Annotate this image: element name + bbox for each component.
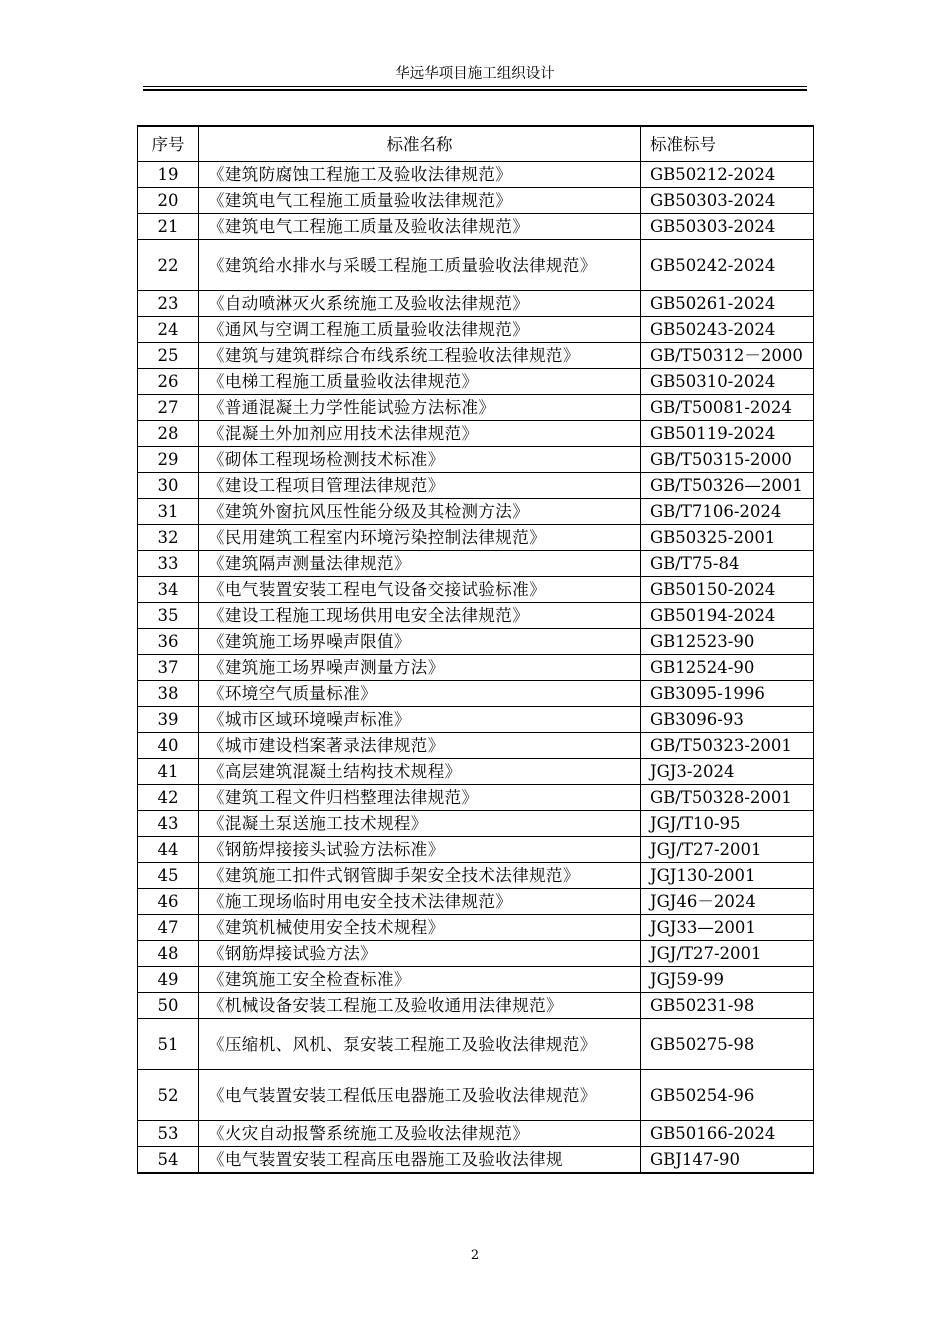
table-row xyxy=(138,499,814,525)
table-row xyxy=(138,733,814,759)
standard-name: 《建筑防腐蚀工程施工及验收法律规范》 xyxy=(199,162,641,188)
row-number: 49 xyxy=(138,967,199,993)
table-row xyxy=(138,343,814,369)
row-number: 54 xyxy=(138,1147,199,1174)
row-number: 40 xyxy=(138,733,199,759)
standard-code: GB/T50315-2000 xyxy=(641,447,814,473)
standard-name: 《电气装置安装工程低压电器施工及验收法律规范》 xyxy=(199,1070,641,1121)
table-row xyxy=(138,577,814,603)
standard-name: 《民用建筑工程室内环境污染控制法律规范》 xyxy=(199,525,641,551)
standard-code: GBJ147-90 xyxy=(641,1147,814,1174)
standard-name: 《普通混凝土力学性能试验方法标准》 xyxy=(199,395,641,421)
standard-code: GB50325-2001 xyxy=(641,525,814,551)
row-number: 26 xyxy=(138,369,199,395)
table-row xyxy=(138,993,814,1019)
table-row xyxy=(138,915,814,941)
table-row xyxy=(138,811,814,837)
column-header-code: 标准标号 xyxy=(641,126,814,162)
standard-code: GB50242-2024 xyxy=(641,240,814,291)
row-number: 44 xyxy=(138,837,199,863)
row-number: 38 xyxy=(138,681,199,707)
table-row xyxy=(138,369,814,395)
standard-name: 《电气装置安装工程电气设备交接试验标准》 xyxy=(199,577,641,603)
standard-code: JGJ33—2001 xyxy=(641,915,814,941)
table-row xyxy=(138,447,814,473)
standard-code: GB50119-2024 xyxy=(641,421,814,447)
table-row xyxy=(138,967,814,993)
row-number: 39 xyxy=(138,707,199,733)
standard-code: JGJ/T10-95 xyxy=(641,811,814,837)
standard-name: 《钢筋焊接试验方法》 xyxy=(199,941,641,967)
standard-name: 《建筑工程文件归档整理法律规范》 xyxy=(199,785,641,811)
standard-name: 《城市区域环境噪声标准》 xyxy=(199,707,641,733)
standard-name: 《建筑外窗抗风压性能分级及其检测方法》 xyxy=(199,499,641,525)
standard-name: 《钢筋焊接接头试验方法标准》 xyxy=(199,837,641,863)
row-number: 47 xyxy=(138,915,199,941)
standard-name: 《电气装置安装工程高压电器施工及验收法律规 xyxy=(199,1147,641,1174)
table-row xyxy=(138,681,814,707)
standard-code: GB50243-2024 xyxy=(641,317,814,343)
standard-code: GB50150-2024 xyxy=(641,577,814,603)
standard-name: 《电梯工程施工质量验收法律规范》 xyxy=(199,369,641,395)
row-number: 45 xyxy=(138,863,199,889)
row-number: 20 xyxy=(138,188,199,214)
column-header-number: 序号 xyxy=(138,126,199,162)
row-number: 35 xyxy=(138,603,199,629)
table-row xyxy=(138,837,814,863)
table-row xyxy=(138,707,814,733)
standard-code: GB50166-2024 xyxy=(641,1121,814,1147)
row-number: 29 xyxy=(138,447,199,473)
standard-code: GB/T50323-2001 xyxy=(641,733,814,759)
table-row xyxy=(138,1019,814,1070)
table-header-row xyxy=(138,126,814,162)
standard-name: 《自动喷淋灭火系统施工及验收法律规范》 xyxy=(199,291,641,317)
standard-name: 《建筑施工安全检查标准》 xyxy=(199,967,641,993)
table-row xyxy=(138,785,814,811)
standard-name: 《建筑施工场界噪声限值》 xyxy=(199,629,641,655)
standard-name: 《建筑给水排水与采暖工程施工质量验收法律规范》 xyxy=(199,240,641,291)
standard-name: 《通风与空调工程施工质量验收法律规范》 xyxy=(199,317,641,343)
header-divider-thick xyxy=(143,89,807,91)
table-row xyxy=(138,1121,814,1147)
standard-code: GB50303-2024 xyxy=(641,214,814,240)
row-number: 32 xyxy=(138,525,199,551)
row-number: 23 xyxy=(138,291,199,317)
table-row xyxy=(138,889,814,915)
standard-name: 《建设工程项目管理法律规范》 xyxy=(199,473,641,499)
table-row xyxy=(138,1147,814,1174)
standard-code: GB/T50081-2024 xyxy=(641,395,814,421)
standard-name: 《机械设备安装工程施工及验收通用法律规范》 xyxy=(199,993,641,1019)
standard-code: GB/T50328-2001 xyxy=(641,785,814,811)
table-row xyxy=(138,291,814,317)
standard-name: 《建筑机械使用安全技术规程》 xyxy=(199,915,641,941)
row-number: 41 xyxy=(138,759,199,785)
row-number: 25 xyxy=(138,343,199,369)
table-row xyxy=(138,421,814,447)
standard-code: JGJ3-2024 xyxy=(641,759,814,785)
row-number: 30 xyxy=(138,473,199,499)
document-title: 华远华项目施工组织设计 xyxy=(395,66,555,82)
standard-code: GB50194-2024 xyxy=(641,603,814,629)
standard-code: GB/T50312－2000 xyxy=(641,343,814,369)
table-row xyxy=(138,655,814,681)
table-row xyxy=(138,759,814,785)
standard-name: 《建筑施工场界噪声测量方法》 xyxy=(199,655,641,681)
row-number: 21 xyxy=(138,214,199,240)
standard-code: JGJ130-2001 xyxy=(641,863,814,889)
standard-name: 《环境空气质量标准》 xyxy=(199,681,641,707)
table-row xyxy=(138,941,814,967)
row-number: 22 xyxy=(138,240,199,291)
standard-name: 《建筑电气工程施工质量验收法律规范》 xyxy=(199,188,641,214)
row-number: 34 xyxy=(138,577,199,603)
standard-name: 《建筑施工扣件式钢管脚手架安全技术法律规范》 xyxy=(199,863,641,889)
standard-name: 《高层建筑混凝土结构技术规程》 xyxy=(199,759,641,785)
standard-name: 《混凝土泵送施工技术规程》 xyxy=(199,811,641,837)
standard-name: 《压缩机、风机、泵安装工程施工及验收法律规范》 xyxy=(199,1019,641,1070)
standard-name: 《建筑隔声测量法律规范》 xyxy=(199,551,641,577)
standards-table xyxy=(137,125,814,1174)
table-row xyxy=(138,162,814,188)
row-number: 50 xyxy=(138,993,199,1019)
standard-code: JGJ46－2024 xyxy=(641,889,814,915)
standard-name: 《砌体工程现场检测技术标准》 xyxy=(199,447,641,473)
standard-code: GB12523-90 xyxy=(641,629,814,655)
row-number: 36 xyxy=(138,629,199,655)
standard-name: 《施工现场临时用电安全技术法律规范》 xyxy=(199,889,641,915)
standard-code: GB50275-98 xyxy=(641,1019,814,1070)
page-number: 2 xyxy=(470,1248,480,1263)
row-number: 43 xyxy=(138,811,199,837)
row-number: 27 xyxy=(138,395,199,421)
standard-code: JGJ59-99 xyxy=(641,967,814,993)
row-number: 48 xyxy=(138,941,199,967)
standard-code: GB50303-2024 xyxy=(641,188,814,214)
table-row xyxy=(138,317,814,343)
standard-code: JGJ/T27-2001 xyxy=(641,837,814,863)
standard-code: GB50254-96 xyxy=(641,1070,814,1121)
standard-code: GB50212-2024 xyxy=(641,162,814,188)
row-number: 33 xyxy=(138,551,199,577)
table-body xyxy=(138,162,814,1174)
standard-code: GB50261-2024 xyxy=(641,291,814,317)
row-number: 46 xyxy=(138,889,199,915)
table-row xyxy=(138,863,814,889)
row-number: 52 xyxy=(138,1070,199,1121)
table-row xyxy=(138,629,814,655)
standard-code: GB/T75-84 xyxy=(641,551,814,577)
standard-code: GB50231-98 xyxy=(641,993,814,1019)
row-number: 19 xyxy=(138,162,199,188)
table-row xyxy=(138,395,814,421)
standard-name: 《建筑电气工程施工质量及验收法律规范》 xyxy=(199,214,641,240)
standard-code: GB/T7106-2024 xyxy=(641,499,814,525)
header-divider-thin xyxy=(143,86,807,87)
row-number: 37 xyxy=(138,655,199,681)
row-number: 42 xyxy=(138,785,199,811)
standard-code: GB12524-90 xyxy=(641,655,814,681)
row-number: 31 xyxy=(138,499,199,525)
table-row xyxy=(138,473,814,499)
table-row xyxy=(138,214,814,240)
standard-name: 《建设工程施工现场供用电安全法律规范》 xyxy=(199,603,641,629)
standard-code: GB50310-2024 xyxy=(641,369,814,395)
column-header-name: 标准名称 xyxy=(199,126,641,162)
standard-name: 《建筑与建筑群综合布线系统工程验收法律规范》 xyxy=(199,343,641,369)
standard-code: GB/T50326—2001 xyxy=(641,473,814,499)
standard-name: 《火灾自动报警系统施工及验收法律规范》 xyxy=(199,1121,641,1147)
standard-name: 《城市建设档案著录法律规范》 xyxy=(199,733,641,759)
row-number: 51 xyxy=(138,1019,199,1070)
standard-name: 《混凝土外加剂应用技术法律规范》 xyxy=(199,421,641,447)
row-number: 24 xyxy=(138,317,199,343)
table-row xyxy=(138,188,814,214)
row-number: 53 xyxy=(138,1121,199,1147)
table-row xyxy=(138,551,814,577)
standard-code: JGJ/T27-2001 xyxy=(641,941,814,967)
table-row xyxy=(138,1070,814,1121)
table-row xyxy=(138,603,814,629)
row-number: 28 xyxy=(138,421,199,447)
standard-code: GB3096-93 xyxy=(641,707,814,733)
table-row xyxy=(138,525,814,551)
table-row xyxy=(138,240,814,291)
standard-code: GB3095-1996 xyxy=(641,681,814,707)
